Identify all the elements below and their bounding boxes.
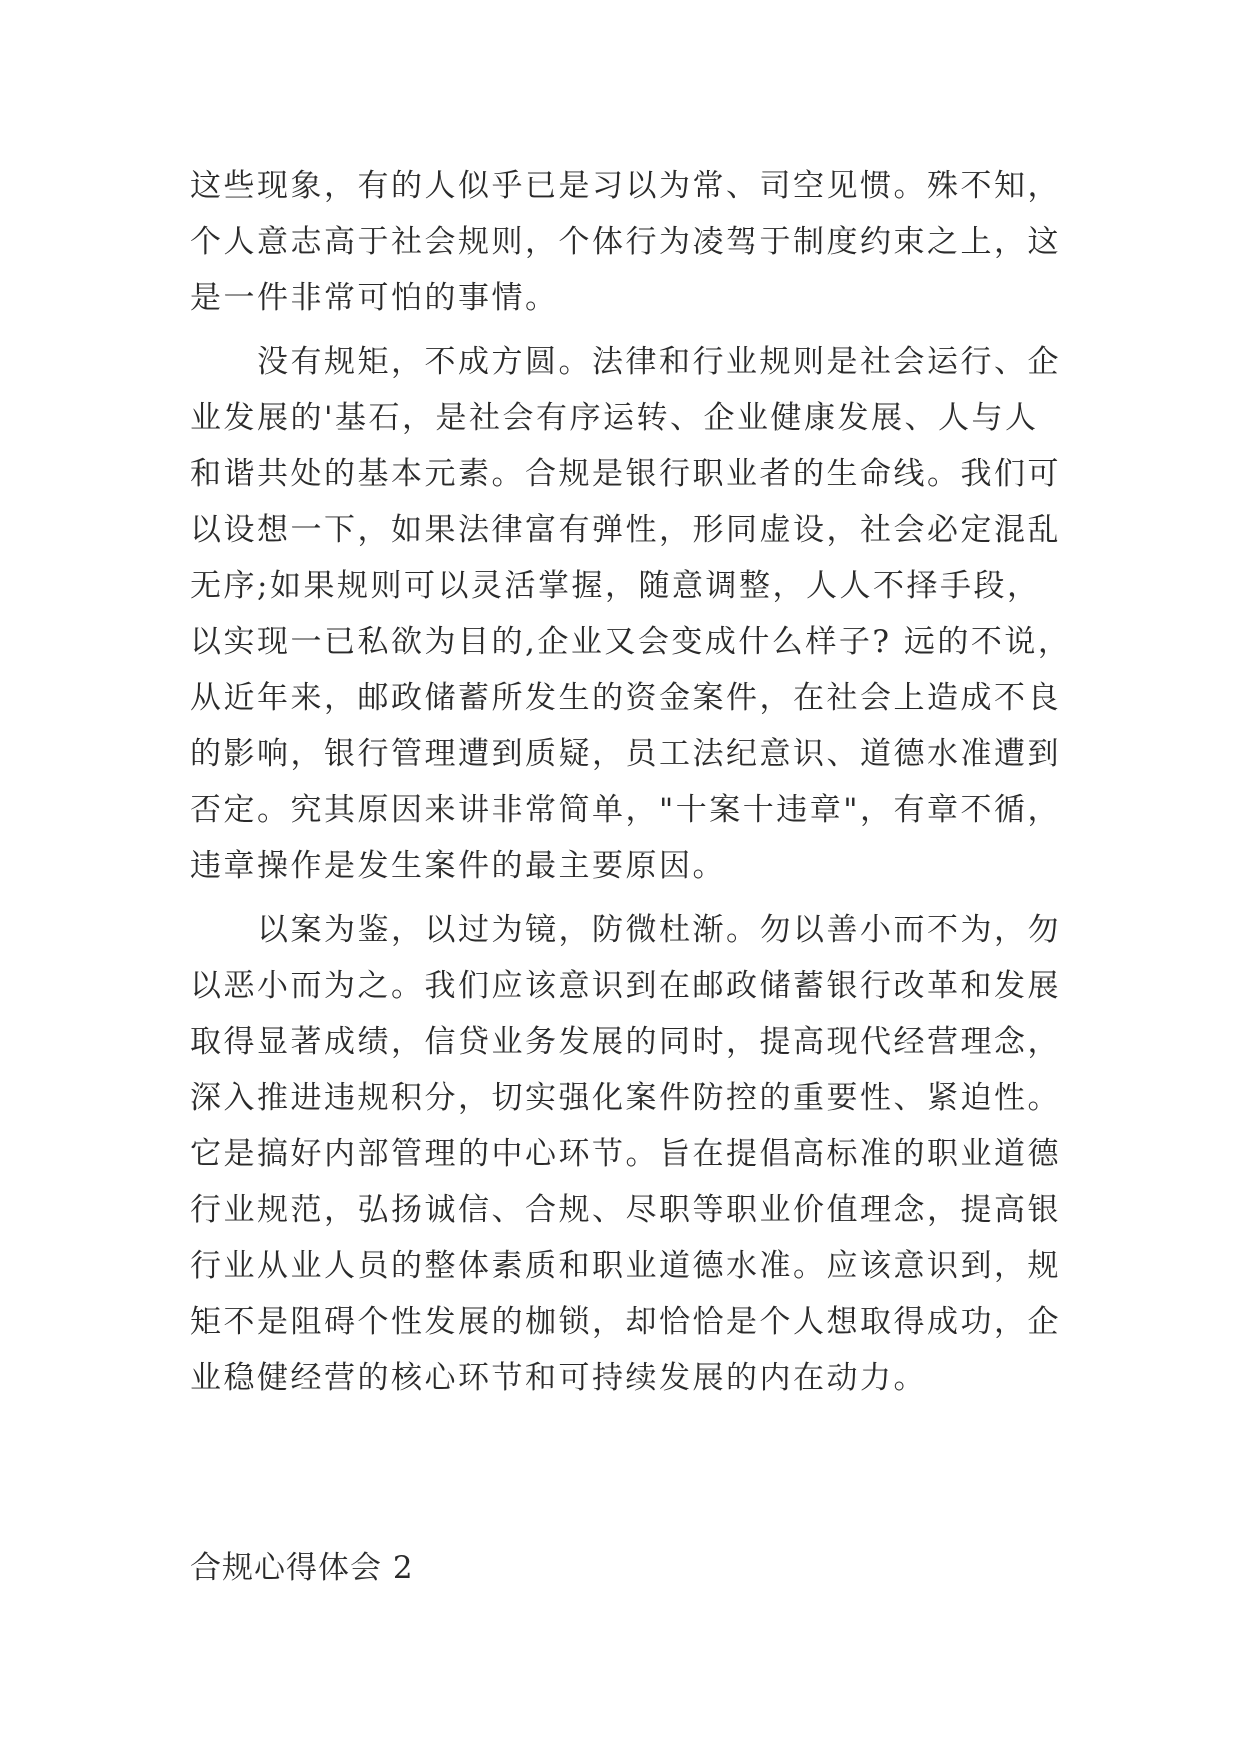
- text-line: 深入推进违规积分，切实强化案件防控的重要性、紧迫性。: [190, 1080, 1061, 1116]
- text-line: 这些现象，有的人似乎已是习以为常、司空见惯。殊不知，: [190, 168, 1061, 204]
- text-line: 否定。究其原因来讲非常简单，"十案十违章"，有章不循，: [190, 792, 1062, 828]
- paragraph: [190, 902, 1070, 1406]
- text-line: 违章操作是发生案件的最主要原因。: [190, 848, 726, 884]
- text-line: 的影响，银行管理遭到质疑，员工法纪意识、道德水准遭到: [190, 736, 1061, 772]
- paragraph: [190, 334, 1070, 894]
- text-line: 以设想一下，如果法律富有弹性，形同虚设，社会必定混乱: [190, 512, 1061, 548]
- text-line: 以恶小而为之。我们应该意识到在邮政储蓄银行改革和发展: [190, 968, 1061, 1004]
- text-line: 矩不是阻碍个性发展的枷锁，却恰恰是个人想取得成功，企: [190, 1304, 1061, 1340]
- text-line: 业发展的'基石，是社会有序运转、企业健康发展、人与人: [190, 400, 1039, 436]
- text-line: 个人意志高于社会规则，个体行为凌驾于制度约束之上，这: [190, 224, 1061, 260]
- text-line: 行业从业人员的整体素质和职业道德水准。应该意识到，规: [190, 1248, 1061, 1284]
- paragraph-gap: [190, 894, 1070, 902]
- text-line: 无序;如果规则可以灵活掌握，随意调整，人人不择手段，: [190, 568, 1041, 604]
- text-line: 没有规矩，不成方圆。法律和行业规则是社会运行、企: [190, 344, 1061, 380]
- text-line: 它是搞好内部管理的中心环节。旨在提倡高标准的职业道德: [190, 1136, 1061, 1172]
- paragraph: [190, 158, 1070, 326]
- text-line: 以实现一已私欲为目的,企业又会变成什么样子? 远的不说，: [190, 624, 1072, 660]
- text-line: 行业规范，弘扬诚信、合规、尽职等职业价值理念，提高银: [190, 1192, 1061, 1228]
- text-line: 从近年来，邮政储蓄所发生的资金案件，在社会上造成不良: [190, 680, 1061, 716]
- text-line: 和谐共处的基本元素。合规是银行职业者的生命线。我们可: [190, 456, 1061, 492]
- text-line: 是一件非常可怕的事情。: [190, 280, 559, 316]
- text-line: 取得显著成绩，信贷业务发展的同时，提高现代经营理念，: [190, 1024, 1061, 1060]
- section-heading: 合规心得体会 2: [190, 1550, 414, 1586]
- document-body: [190, 158, 1070, 1406]
- text-line: 业稳健经营的核心环节和可持续发展的内在动力。: [190, 1360, 927, 1396]
- text-line: 以案为鉴，以过为镜，防微杜渐。勿以善小而不为，勿: [190, 912, 1061, 948]
- paragraph-gap: [190, 326, 1070, 334]
